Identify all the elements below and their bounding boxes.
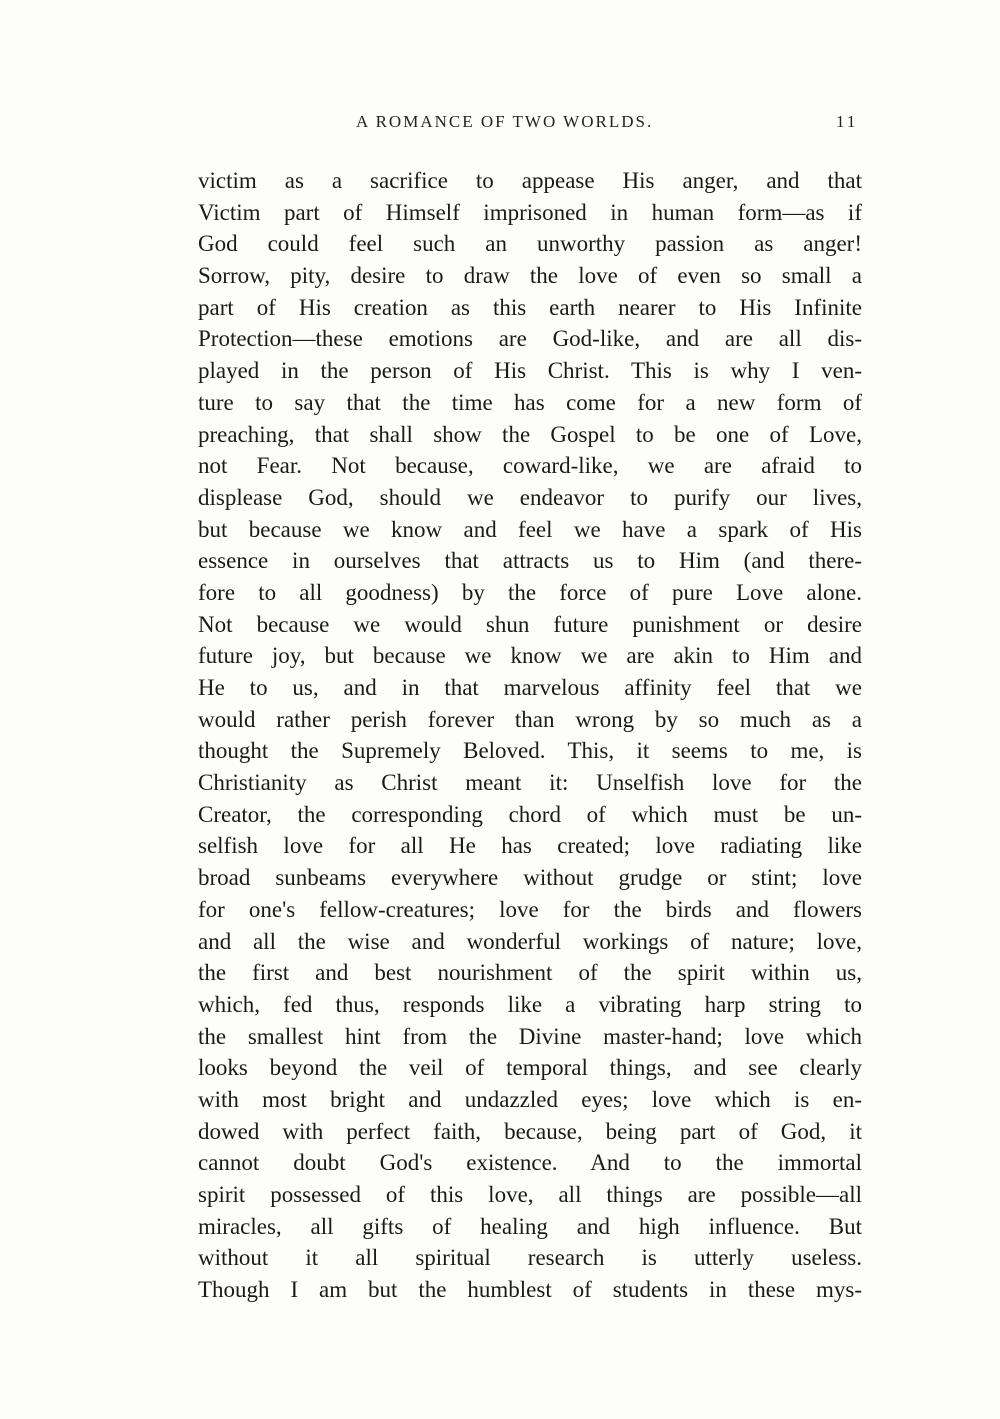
text-line: Christianity as Christ meant it: Unselfish love for the xyxy=(198,770,862,796)
text-line: Victim part of Himself imprisoned in human form—as if xyxy=(198,199,862,225)
text-line: looks beyond the veil of temporal things, and see clearly xyxy=(198,1055,862,1081)
text-line: Not because we would shun future punishment or desire xyxy=(198,611,862,637)
text-line: played in the person of His Christ. This is why I ven- xyxy=(198,358,862,384)
body-text xyxy=(198,165,862,1306)
text-line: the first and best nourishment of the spirit within us, xyxy=(198,960,862,986)
text-line: which, fed thus, responds like a vibrating harp string to xyxy=(198,991,862,1017)
text-line: part of His creation as this earth nearer to His Infinite xyxy=(198,294,862,320)
text-line: without it all spiritual research is utterly useless. xyxy=(198,1245,862,1271)
text-line: victim as a sacrifice to appease His anger, and that xyxy=(198,168,862,193)
text-line: but because we know and feel we have a spark of His xyxy=(198,516,862,542)
text-line: broad sunbeams everywhere without grudge or stint; love xyxy=(198,865,862,891)
text-line: not Fear. Not because, coward-like, we are afraid to xyxy=(198,453,862,479)
text-line: ture to say that the time has come for a new form of xyxy=(198,389,862,415)
text-line: He to us, and in that marvelous affinity feel that we xyxy=(198,675,862,700)
text-line: Sorrow, pity, desire to draw the love of even so small a xyxy=(198,263,862,289)
text-line: with most bright and undazzled eyes; love which is en- xyxy=(198,1086,862,1112)
text-line: thought the Supremely Beloved. This, it seems to me, is xyxy=(198,738,862,764)
text-line: displease God, should we endeavor to purify our lives, xyxy=(198,484,862,510)
text-line: Protection—these emotions are God-like, and are all dis- xyxy=(198,326,862,352)
page-number: 11 xyxy=(836,112,859,131)
text-line: preaching, that shall show the Gospel to be one of Love, xyxy=(198,421,862,447)
text-line: miracles, all gifts of healing and high influence. But xyxy=(198,1213,862,1239)
text-line: Creator, the corresponding chord of which must be un- xyxy=(198,801,862,827)
text-line: dowed with perfect faith, because, being part of God, it xyxy=(198,1118,862,1144)
text-line: selfish love for all He has created; love radiating like xyxy=(198,833,862,859)
text-line: God could feel such an unworthy passion as anger! xyxy=(198,231,862,257)
text-line: future joy, but because we know we are akin to Him and xyxy=(198,643,862,669)
text-line: would rather perish forever than wrong by so much as a xyxy=(198,706,862,732)
text-line: the smallest hint from the Divine master-hand; love which xyxy=(198,1023,862,1049)
text-line: fore to all goodness) by the force of pure Love alone. xyxy=(198,579,862,605)
text-line: Though I am but the humblest of students in these mys- xyxy=(198,1277,862,1303)
running-head-title: A ROMANCE OF TWO WORLDS. xyxy=(356,112,654,131)
text-line: spirit possessed of this love, all things are possible—all xyxy=(198,1182,862,1207)
text-line: essence in ourselves that attracts us to Him (and there- xyxy=(198,548,862,574)
text-line: and all the wise and wonderful workings of nature; love, xyxy=(198,928,862,954)
text-line: cannot doubt God's existence. And to the immortal xyxy=(198,1150,862,1176)
text-line: for one's fellow-creatures; love for the birds and flowers xyxy=(198,896,862,922)
